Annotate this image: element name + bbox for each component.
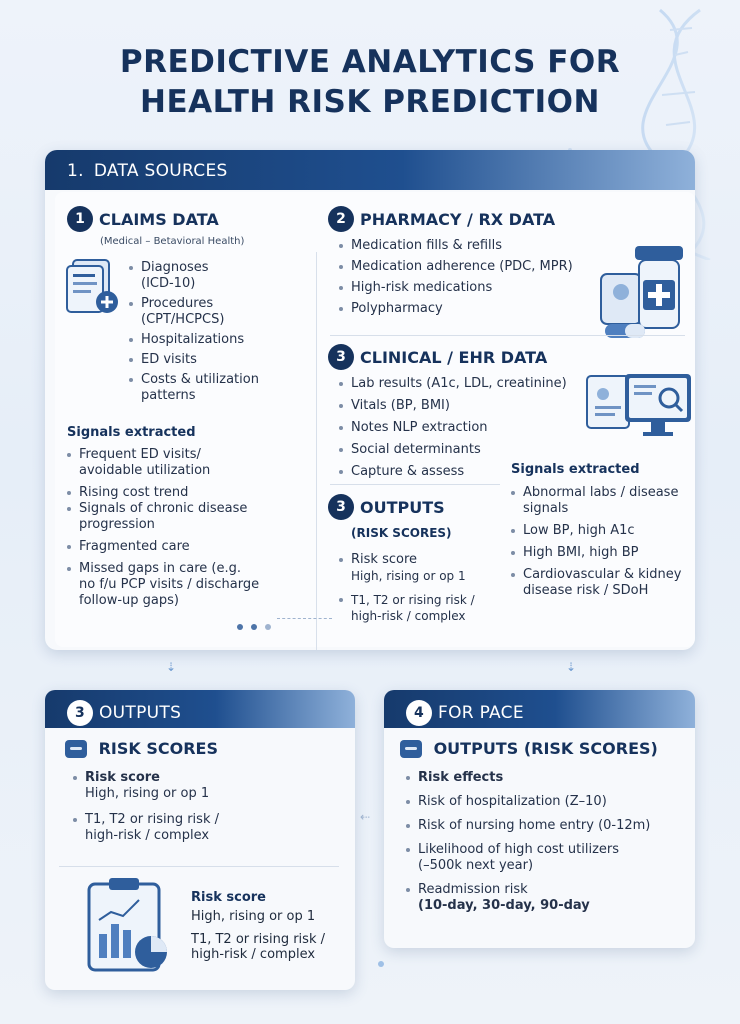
claims-list bbox=[129, 260, 299, 404]
outputs-card-lower bbox=[191, 890, 351, 962]
list-item: Hospitalizations bbox=[129, 332, 299, 348]
list-item: Fragmented care bbox=[67, 539, 307, 555]
clinical-signals-list bbox=[511, 485, 691, 599]
pace-list bbox=[406, 770, 686, 914]
connector-dots bbox=[237, 615, 279, 634]
list-item-cont: High, rising or op 1 bbox=[85, 786, 210, 801]
list-item: Likelihood of high cost utilizers bbox=[406, 842, 686, 858]
list-item bbox=[129, 312, 299, 328]
list-item: Missed gaps in care (e.g. bbox=[67, 561, 307, 577]
list-item: Lab results (A1c, LDL, creatinine) bbox=[339, 376, 589, 392]
pharmacy-list bbox=[339, 238, 609, 317]
card-list-icon bbox=[65, 740, 87, 758]
list-item-cont: High, rising or op 1 bbox=[351, 569, 466, 583]
pharmacy-title-text: PHARMACY / RX DATA bbox=[360, 209, 556, 229]
divider bbox=[330, 335, 685, 336]
list-item: Risk score bbox=[339, 552, 509, 568]
card-list-icon bbox=[400, 740, 422, 758]
list-item: Procedures bbox=[129, 296, 299, 312]
list-item: Vitals (BP, BMI) bbox=[339, 398, 589, 414]
list-item: Risk score bbox=[73, 770, 333, 786]
list-item: Medication fills & refills bbox=[339, 238, 609, 254]
pace-card-header bbox=[384, 690, 695, 728]
section-number: 1. bbox=[67, 161, 84, 181]
list-item: High BMI, high BP bbox=[511, 545, 691, 561]
list-item-cont: (–500k next year) bbox=[418, 858, 534, 873]
list-item bbox=[73, 786, 333, 802]
list-item-cont: disease risk / SDoH bbox=[523, 583, 649, 598]
list-item-cont: follow-up gaps) bbox=[79, 593, 179, 608]
list-item: Signals of chronic disease bbox=[67, 501, 307, 517]
list-item-cont: (ICD-10) bbox=[141, 276, 196, 291]
outputs-card-badge: 3 bbox=[67, 700, 93, 726]
lower-tier-line1: T1, T2 or rising risk / bbox=[191, 932, 325, 947]
arrow-down-icon: ⇣ bbox=[566, 660, 577, 674]
clinical-title-text: CLINICAL / EHR DATA bbox=[360, 347, 548, 367]
pace-card-label: FOR PACE bbox=[438, 703, 524, 723]
list-item: Medication adherence (PDC, MPR) bbox=[339, 259, 609, 275]
list-item: Cardiovascular & kidney bbox=[511, 567, 691, 583]
list-item bbox=[406, 858, 686, 874]
divider bbox=[330, 484, 500, 485]
list-item bbox=[339, 568, 509, 584]
outputs-inner-title bbox=[328, 494, 445, 520]
list-item-cont: high-risk / complex bbox=[351, 609, 466, 623]
outputs-inner-title-text: OUTPUTS bbox=[360, 497, 445, 517]
outputs-card-list bbox=[73, 770, 333, 844]
pace-outputs-title: OUTPUTS (RISK SCORES) bbox=[433, 739, 658, 758]
clinical-signals-title: Signals extracted bbox=[511, 462, 640, 477]
list-item: Risk effects bbox=[406, 770, 686, 786]
lower-tier-line2: high-risk / complex bbox=[191, 947, 316, 962]
section-label: DATA SOURCES bbox=[93, 161, 228, 181]
list-item bbox=[339, 608, 509, 624]
list-item bbox=[67, 463, 307, 479]
list-item: Capture & assess bbox=[339, 464, 589, 480]
title-line-1: PREDICTIVE ANALYTICS FOR bbox=[119, 44, 621, 80]
list-item: Costs & utilization bbox=[129, 372, 299, 388]
list-item bbox=[406, 898, 686, 914]
list-item: Risk of nursing home entry (0-12m) bbox=[406, 818, 686, 834]
title-line-2: HEALTH RISK PREDICTION bbox=[140, 84, 600, 120]
list-item-cont: high-risk / complex bbox=[85, 828, 210, 843]
arrow-left-icon: ⇠ bbox=[360, 810, 371, 824]
clipboard-chart-icon bbox=[85, 876, 177, 976]
list-item-cont: (10-day, 30-day, 90-day bbox=[418, 898, 590, 913]
clinical-badge: 3 bbox=[328, 344, 354, 370]
list-item bbox=[67, 517, 307, 533]
claims-badge: 1 bbox=[67, 206, 93, 232]
page-title bbox=[0, 42, 740, 122]
list-item bbox=[129, 388, 299, 404]
list-item: T1, T2 or rising risk / bbox=[339, 592, 509, 608]
arrow-down-icon: ⇣ bbox=[166, 660, 177, 674]
divider bbox=[59, 866, 339, 867]
claims-signals-title: Signals extracted bbox=[67, 425, 196, 440]
list-item: Readmission risk bbox=[406, 882, 686, 898]
clinical-title bbox=[328, 344, 547, 370]
list-item: ED visits bbox=[129, 352, 299, 368]
list-item-cont: no f/u PCP visits / discharge bbox=[79, 577, 260, 592]
outputs-card bbox=[45, 690, 355, 990]
outputs-inner-list bbox=[339, 552, 509, 624]
list-item: Polypharmacy bbox=[339, 301, 609, 317]
list-item: Frequent ED visits/ bbox=[67, 447, 307, 463]
list-item: Abnormal labs / disease signals bbox=[511, 485, 691, 517]
list-item: Notes NLP extraction bbox=[339, 420, 589, 436]
claims-signals-list bbox=[67, 447, 307, 609]
outputs-inner-subtitle: (RISK SCORES) bbox=[351, 526, 452, 540]
list-item-cont: patterns bbox=[141, 388, 196, 403]
claims-document-icon bbox=[65, 258, 121, 316]
outputs-card-label: OUTPUTS bbox=[99, 703, 182, 723]
list-item: High-risk medications bbox=[339, 280, 609, 296]
list-item-cont: avoidable utilization bbox=[79, 463, 211, 478]
claims-subtitle: (Medical – Betavioral Health) bbox=[100, 236, 245, 247]
risk-scores-heading bbox=[65, 738, 218, 758]
list-item bbox=[73, 828, 333, 844]
connector-line bbox=[277, 618, 332, 619]
list-item: Rising cost trend bbox=[67, 485, 307, 501]
pace-card-badge: 4 bbox=[406, 700, 432, 726]
pharmacy-title bbox=[328, 206, 555, 232]
list-item: Low BP, high A1c bbox=[511, 523, 691, 539]
list-item: Risk of hospitalization (Z–10) bbox=[406, 794, 686, 810]
connector-dots bbox=[378, 952, 392, 971]
pace-outputs-heading bbox=[400, 738, 658, 758]
list-item-cont: (CPT/HCPCS) bbox=[141, 312, 225, 327]
pill-bottle-icon bbox=[595, 236, 690, 346]
pharmacy-badge: 2 bbox=[328, 206, 354, 232]
data-sources-header bbox=[45, 150, 695, 190]
list-item-cont: progression bbox=[79, 517, 155, 532]
pace-card bbox=[384, 690, 695, 948]
data-sources-card bbox=[45, 150, 695, 650]
lower-risk-score: Risk score bbox=[191, 890, 266, 905]
list-item bbox=[67, 577, 307, 593]
list-item: Social determinants bbox=[339, 442, 589, 458]
outputs-card-header bbox=[45, 690, 355, 728]
list-item: Diagnoses bbox=[129, 260, 299, 276]
outputs-inner-badge: 3 bbox=[328, 494, 354, 520]
claims-title bbox=[67, 206, 219, 232]
column-divider bbox=[316, 252, 317, 650]
list-item: T1, T2 or rising risk / bbox=[73, 812, 333, 828]
risk-scores-title: RISK SCORES bbox=[98, 739, 218, 758]
list-item bbox=[67, 593, 307, 609]
list-item bbox=[129, 276, 299, 292]
lower-risk-level: High, rising or op 1 bbox=[191, 909, 316, 924]
data-sources-body bbox=[55, 192, 695, 647]
ehr-monitor-icon bbox=[585, 368, 695, 448]
list-item bbox=[511, 583, 691, 599]
claims-title-text: CLAIMS DATA bbox=[99, 209, 219, 229]
